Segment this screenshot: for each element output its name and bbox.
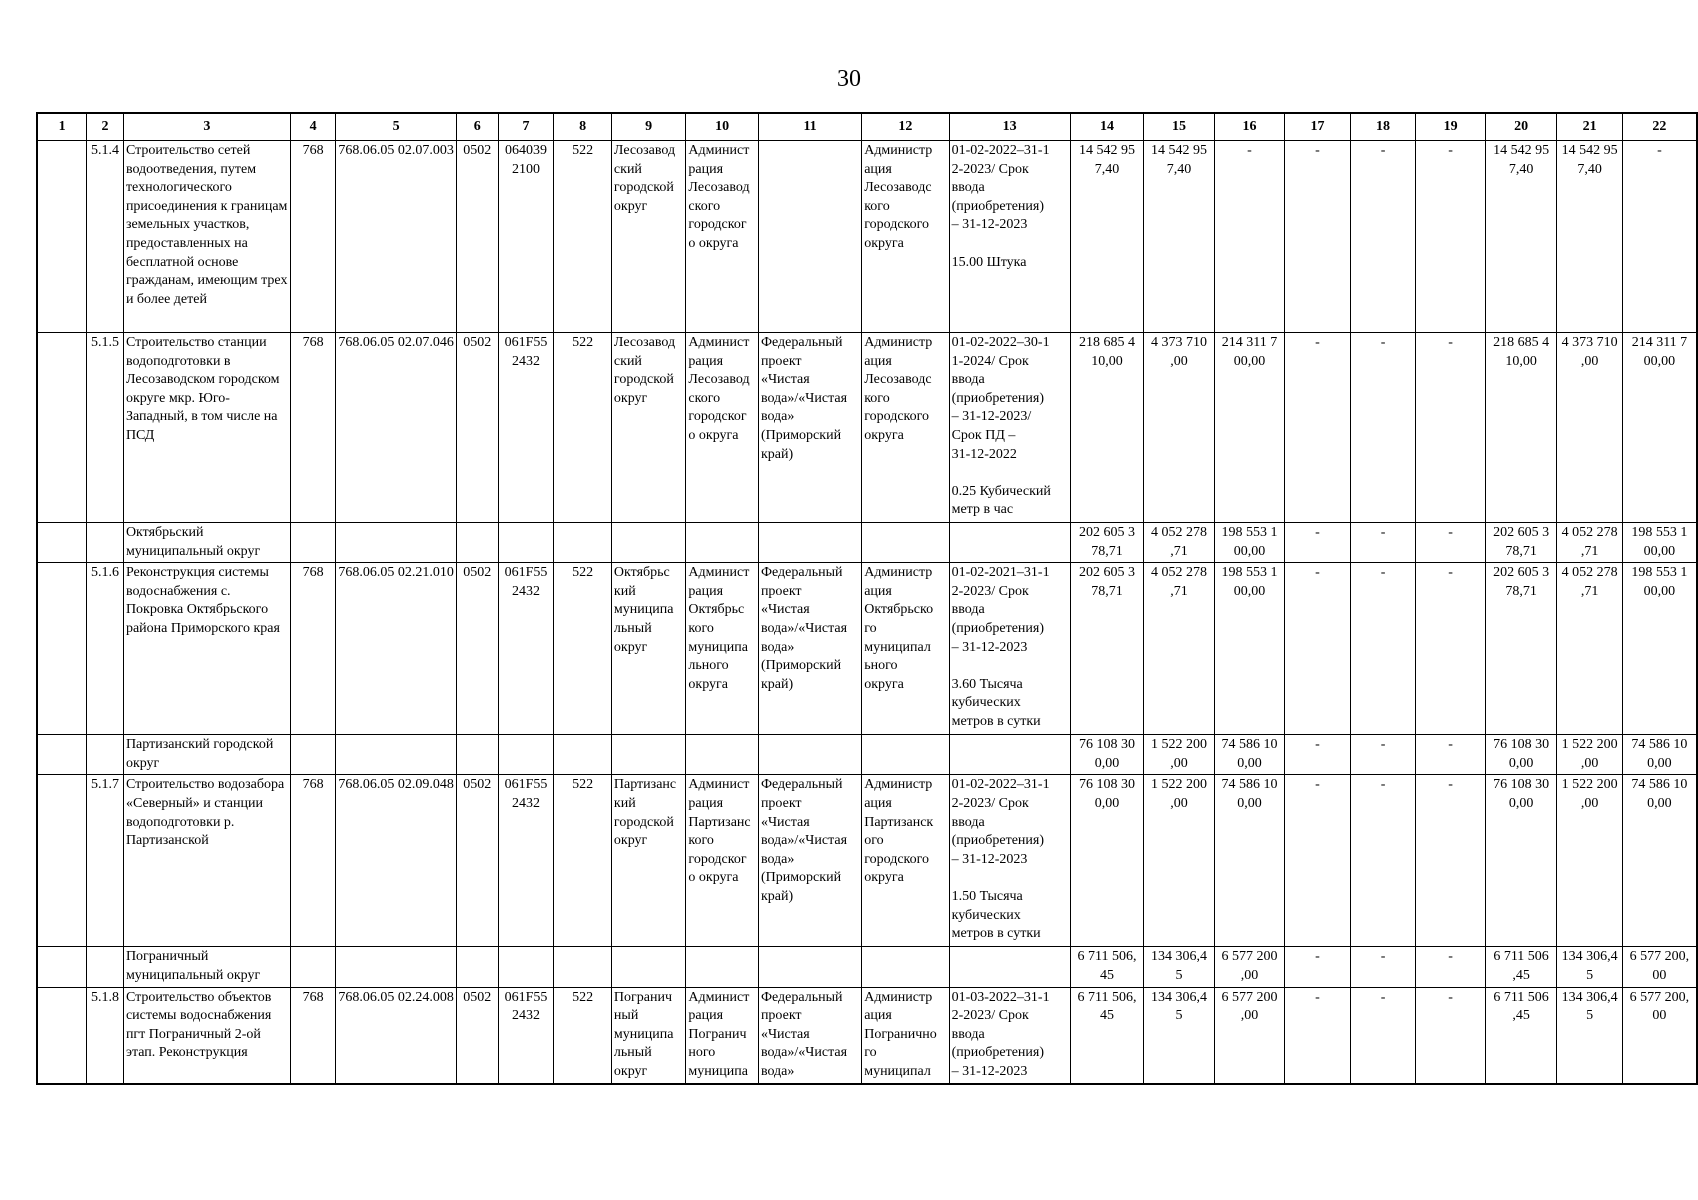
cell-c15: 1 522 200 ,00 xyxy=(1144,735,1215,775)
cell-c17: - xyxy=(1285,735,1351,775)
cell-c21: 1 522 200 ,00 xyxy=(1557,775,1623,947)
page-number: 30 xyxy=(837,66,861,92)
cell-c5 xyxy=(336,947,457,987)
cell-c12: Администр ация Погранично го муниципал xyxy=(862,987,949,1083)
cell-c13 xyxy=(949,523,1070,563)
cell-c7: 061F55 2432 xyxy=(498,333,554,523)
cell-c5: 768.06.05 02.09.048 xyxy=(336,775,457,947)
cell-c11 xyxy=(758,735,861,775)
cell-col1 xyxy=(37,735,87,775)
cell-c17: - xyxy=(1285,563,1351,735)
cell-c10 xyxy=(686,947,759,987)
cell-c9 xyxy=(611,947,686,987)
cell-c16: 198 553 1 00,00 xyxy=(1214,523,1285,563)
cell-c9: Лесозавод ский городской округ xyxy=(611,141,686,333)
cell-c12 xyxy=(862,735,949,775)
cell-c7 xyxy=(498,523,554,563)
cell-c6: 0502 xyxy=(456,775,498,947)
col-header: 8 xyxy=(554,113,612,141)
cell-c16: 6 577 200 ,00 xyxy=(1214,987,1285,1083)
table-row xyxy=(37,141,1697,333)
cell-c17: - xyxy=(1285,947,1351,987)
cell-c22: 6 577 200, 00 xyxy=(1622,987,1697,1083)
cell-c5 xyxy=(336,735,457,775)
cell-c21: 4 373 710 ,00 xyxy=(1557,333,1623,523)
cell-c6: 0502 xyxy=(456,141,498,333)
cell-c22: 74 586 10 0,00 xyxy=(1622,735,1697,775)
col-header: 18 xyxy=(1350,113,1416,141)
cell-c18: - xyxy=(1350,775,1416,947)
cell-c5 xyxy=(336,523,457,563)
cell-c10 xyxy=(686,523,759,563)
program-table xyxy=(36,112,1698,1085)
cell-c15: 4 052 278 ,71 xyxy=(1144,563,1215,735)
cell-c6 xyxy=(456,523,498,563)
header-row xyxy=(37,113,1697,141)
group-name: Партизанский городской округ xyxy=(123,735,290,775)
cell-c11: Федеральный проект «Чистая вода»/«Чистая вода» (Приморский край) xyxy=(758,333,861,523)
cell-c13 xyxy=(949,947,1070,987)
cell-c16: 214 311 7 00,00 xyxy=(1214,333,1285,523)
cell-num: 5.1.6 xyxy=(87,563,124,735)
col-header: 20 xyxy=(1485,113,1557,141)
cell-c18: - xyxy=(1350,333,1416,523)
cell-c11 xyxy=(758,947,861,987)
cell-c17: - xyxy=(1285,987,1351,1083)
cell-num: 5.1.8 xyxy=(87,987,124,1083)
col-header: 16 xyxy=(1214,113,1285,141)
cell-c10 xyxy=(686,735,759,775)
cell-num xyxy=(87,523,124,563)
cell-c11: Федеральный проект «Чистая вода»/«Чистая вода» (Приморский край) xyxy=(758,563,861,735)
cell-c14: 14 542 95 7,40 xyxy=(1070,141,1143,333)
cell-c14: 76 108 30 0,00 xyxy=(1070,735,1143,775)
col-header: 11 xyxy=(758,113,861,141)
cell-c15: 1 522 200 ,00 xyxy=(1144,775,1215,947)
cell-c4: 768 xyxy=(290,141,336,333)
col-header: 19 xyxy=(1416,113,1486,141)
cell-c18: - xyxy=(1350,735,1416,775)
cell-c17: - xyxy=(1285,141,1351,333)
cell-c22: - xyxy=(1622,141,1697,333)
cell-c22: 6 577 200, 00 xyxy=(1622,947,1697,987)
cell-c21: 1 522 200 ,00 xyxy=(1557,735,1623,775)
cell-c8: 522 xyxy=(554,333,612,523)
cell-c16: 74 586 10 0,00 xyxy=(1214,775,1285,947)
cell-c19: - xyxy=(1416,775,1486,947)
cell-c13: 01-03-2022–31-1 2-2023/ Срок ввода (приобретения) – 31-12-2023 xyxy=(949,987,1070,1083)
cell-c5: 768.06.05 02.21.010 xyxy=(336,563,457,735)
cell-c6: 0502 xyxy=(456,987,498,1083)
col-header: 5 xyxy=(336,113,457,141)
cell-c7: 061F55 2432 xyxy=(498,987,554,1083)
table-row xyxy=(37,333,1697,523)
cell-c8 xyxy=(554,947,612,987)
cell-c21: 4 052 278 ,71 xyxy=(1557,563,1623,735)
cell-col1 xyxy=(37,775,87,947)
cell-c12 xyxy=(862,523,949,563)
cell-c7: 061F55 2432 xyxy=(498,563,554,735)
col-header: 10 xyxy=(686,113,759,141)
cell-c20: 202 605 3 78,71 xyxy=(1485,523,1557,563)
cell-col1 xyxy=(37,947,87,987)
cell-num xyxy=(87,735,124,775)
cell-name: Строительство станции водоподготовки в Лесозаводском городском округе мкр. Юго-Западный, в том числе на ПСД xyxy=(123,333,290,523)
col-header: 13 xyxy=(949,113,1070,141)
cell-c14: 6 711 506, 45 xyxy=(1070,987,1143,1083)
cell-c19: - xyxy=(1416,735,1486,775)
cell-c7 xyxy=(498,947,554,987)
col-header: 9 xyxy=(611,113,686,141)
cell-c6 xyxy=(456,947,498,987)
cell-c14: 202 605 3 78,71 xyxy=(1070,523,1143,563)
cell-c20: 76 108 30 0,00 xyxy=(1485,775,1557,947)
cell-c6 xyxy=(456,735,498,775)
cell-c18: - xyxy=(1350,947,1416,987)
cell-num: 5.1.7 xyxy=(87,775,124,947)
cell-c18: - xyxy=(1350,141,1416,333)
cell-c8: 522 xyxy=(554,987,612,1083)
col-header: 7 xyxy=(498,113,554,141)
cell-c15: 14 542 95 7,40 xyxy=(1144,141,1215,333)
col-header: 4 xyxy=(290,113,336,141)
cell-c4: 768 xyxy=(290,563,336,735)
col-header: 15 xyxy=(1144,113,1215,141)
cell-c11 xyxy=(758,141,861,333)
cell-c4 xyxy=(290,735,336,775)
cell-c9 xyxy=(611,523,686,563)
cell-c5: 768.06.05 02.07.046 xyxy=(336,333,457,523)
cell-c19: - xyxy=(1416,141,1486,333)
cell-c7 xyxy=(498,735,554,775)
cell-c7: 061F55 2432 xyxy=(498,775,554,947)
col-header: 21 xyxy=(1557,113,1623,141)
cell-col1 xyxy=(37,987,87,1083)
cell-c14: 76 108 30 0,00 xyxy=(1070,775,1143,947)
cell-c21: 134 306,4 5 xyxy=(1557,987,1623,1083)
cell-c21: 14 542 95 7,40 xyxy=(1557,141,1623,333)
cell-c20: 218 685 4 10,00 xyxy=(1485,333,1557,523)
cell-c16: 198 553 1 00,00 xyxy=(1214,563,1285,735)
cell-c21: 4 052 278 ,71 xyxy=(1557,523,1623,563)
table-row xyxy=(37,563,1697,735)
cell-c19: - xyxy=(1416,333,1486,523)
cell-c10: Админист рация Партизанс кого городског о округа xyxy=(686,775,759,947)
cell-c20: 6 711 506 ,45 xyxy=(1485,987,1557,1083)
cell-c19: - xyxy=(1416,987,1486,1083)
cell-c12: Администр ация Лесозаводс кого городского округа xyxy=(862,141,949,333)
cell-c19: - xyxy=(1416,947,1486,987)
cell-col1 xyxy=(37,333,87,523)
col-header: 1 xyxy=(37,113,87,141)
cell-c16: 6 577 200 ,00 xyxy=(1214,947,1285,987)
cell-c13: 01-02-2022–31-1 2-2023/ Срок ввода (приобретения) – 31-12-2023 15.00 Штука xyxy=(949,141,1070,333)
cell-c22: 198 553 1 00,00 xyxy=(1622,523,1697,563)
group-name: Пограничный муниципальный округ xyxy=(123,947,290,987)
cell-c13: 01-02-2022–30-1 1-2024/ Срок ввода (приобретения) – 31-12-2023/ Срок ПД – 31-12-2022 0.25 Кубический метр в час xyxy=(949,333,1070,523)
cell-c8: 522 xyxy=(554,563,612,735)
cell-c8: 522 xyxy=(554,141,612,333)
cell-c10: Админист рация Погранич ного муниципа xyxy=(686,987,759,1083)
cell-c20: 6 711 506 ,45 xyxy=(1485,947,1557,987)
cell-c22: 214 311 7 00,00 xyxy=(1622,333,1697,523)
cell-c12: Администр ация Партизанск ого городского округа xyxy=(862,775,949,947)
cell-c10: Админист рация Лесозавод ского городског о округа xyxy=(686,141,759,333)
cell-c5: 768.06.05 02.07.003 xyxy=(336,141,457,333)
cell-c19: - xyxy=(1416,563,1486,735)
cell-name: Реконструкция системы водоснабжения с. Покровка Октябрьского района Приморского края xyxy=(123,563,290,735)
cell-c16: - xyxy=(1214,141,1285,333)
col-header: 12 xyxy=(862,113,949,141)
col-header: 6 xyxy=(456,113,498,141)
cell-c8 xyxy=(554,523,612,563)
cell-num xyxy=(87,947,124,987)
cell-c4: 768 xyxy=(290,987,336,1083)
cell-c9: Партизанс кий городской округ xyxy=(611,775,686,947)
cell-c15: 134 306,4 5 xyxy=(1144,947,1215,987)
cell-c12: Администр ация Лесозаводс кого городского округа xyxy=(862,333,949,523)
col-header: 2 xyxy=(87,113,124,141)
cell-c4: 768 xyxy=(290,333,336,523)
cell-col1 xyxy=(37,523,87,563)
cell-c4 xyxy=(290,523,336,563)
cell-c13 xyxy=(949,735,1070,775)
cell-c9: Погранич ный муниципа льный округ xyxy=(611,987,686,1083)
cell-c17: - xyxy=(1285,523,1351,563)
cell-c9: Октябрьс кий муниципа льный округ xyxy=(611,563,686,735)
cell-c21: 134 306,4 5 xyxy=(1557,947,1623,987)
cell-c18: - xyxy=(1350,987,1416,1083)
cell-num: 5.1.4 xyxy=(87,141,124,333)
cell-c11: Федеральный проект «Чистая вода»/«Чистая вода» xyxy=(758,987,861,1083)
cell-c13: 01-02-2021–31-1 2-2023/ Срок ввода (приобретения) – 31-12-2023 3.60 Тысяча кубических метров в сутки xyxy=(949,563,1070,735)
table-row xyxy=(37,987,1697,1083)
cell-c13: 01-02-2022–31-1 2-2023/ Срок ввода (приобретения) – 31-12-2023 1.50 Тысяча кубических метров в сутки xyxy=(949,775,1070,947)
cell-c8 xyxy=(554,735,612,775)
cell-c18: - xyxy=(1350,523,1416,563)
cell-c20: 14 542 95 7,40 xyxy=(1485,141,1557,333)
group-row xyxy=(37,523,1697,563)
cell-c6: 0502 xyxy=(456,333,498,523)
cell-name: Строительство сетей водоотведения, путем технологического присоединения к границам земельных участков, предоставленных на бесплатной основе гражданам, имеющим трех и более детей xyxy=(123,141,290,333)
group-name: Октябрьский муниципальный округ xyxy=(123,523,290,563)
cell-c4 xyxy=(290,947,336,987)
cell-num: 5.1.5 xyxy=(87,333,124,523)
cell-c20: 202 605 3 78,71 xyxy=(1485,563,1557,735)
cell-c16: 74 586 10 0,00 xyxy=(1214,735,1285,775)
cell-c17: - xyxy=(1285,333,1351,523)
col-header: 14 xyxy=(1070,113,1143,141)
cell-c12 xyxy=(862,947,949,987)
cell-c17: - xyxy=(1285,775,1351,947)
cell-c15: 4 052 278 ,71 xyxy=(1144,523,1215,563)
cell-c20: 76 108 30 0,00 xyxy=(1485,735,1557,775)
cell-c9: Лесозавод ский городской округ xyxy=(611,333,686,523)
cell-c9 xyxy=(611,735,686,775)
cell-c18: - xyxy=(1350,563,1416,735)
col-header: 3 xyxy=(123,113,290,141)
cell-c14: 218 685 4 10,00 xyxy=(1070,333,1143,523)
cell-c22: 74 586 10 0,00 xyxy=(1622,775,1697,947)
cell-c15: 134 306,4 5 xyxy=(1144,987,1215,1083)
cell-col1 xyxy=(37,563,87,735)
col-header: 22 xyxy=(1622,113,1697,141)
cell-c6: 0502 xyxy=(456,563,498,735)
cell-c22: 198 553 1 00,00 xyxy=(1622,563,1697,735)
cell-c12: Администр ация Октябрьско го муниципал ьного округа xyxy=(862,563,949,735)
cell-c14: 202 605 3 78,71 xyxy=(1070,563,1143,735)
cell-c10: Админист рация Лесозавод ского городског о округа xyxy=(686,333,759,523)
group-row xyxy=(37,947,1697,987)
group-row xyxy=(37,735,1697,775)
cell-c14: 6 711 506, 45 xyxy=(1070,947,1143,987)
cell-c11 xyxy=(758,523,861,563)
cell-name: Строительство объектов системы водоснабжения пгт Пограничный 2-ой этап. Реконструкция xyxy=(123,987,290,1083)
cell-c5: 768.06.05 02.24.008 xyxy=(336,987,457,1083)
cell-c10: Админист рация Октябрьс кого муниципа льного округа xyxy=(686,563,759,735)
cell-c7: 064039 2100 xyxy=(498,141,554,333)
cell-c8: 522 xyxy=(554,775,612,947)
cell-c4: 768 xyxy=(290,775,336,947)
table-row xyxy=(37,775,1697,947)
cell-c19: - xyxy=(1416,523,1486,563)
cell-col1 xyxy=(37,141,87,333)
cell-c15: 4 373 710 ,00 xyxy=(1144,333,1215,523)
cell-c11: Федеральный проект «Чистая вода»/«Чистая вода» (Приморский край) xyxy=(758,775,861,947)
cell-name: Строительство водозабора «Северный» и станции водоподготовки р. Партизанской xyxy=(123,775,290,947)
col-header: 17 xyxy=(1285,113,1351,141)
